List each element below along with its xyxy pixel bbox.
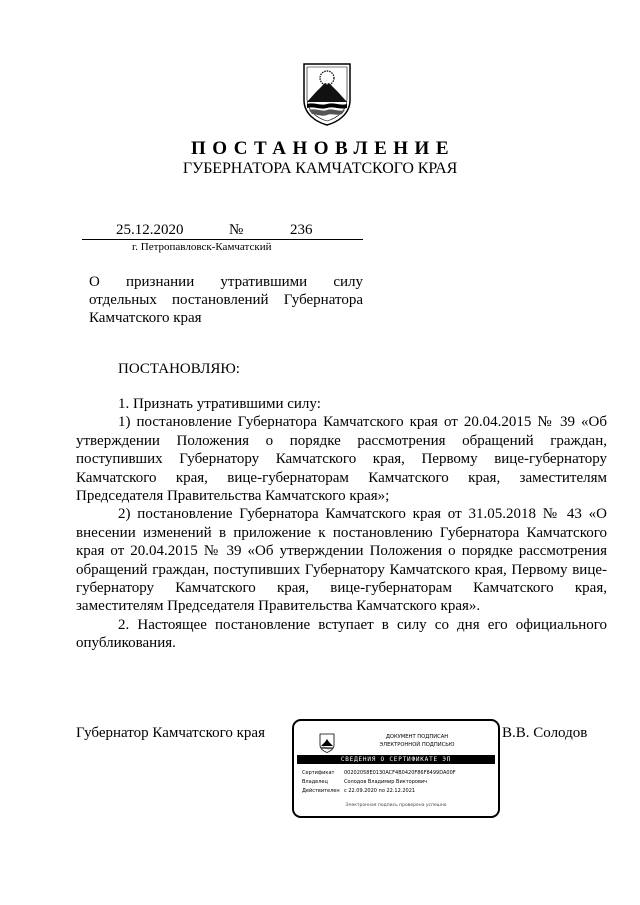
date-number-line <box>82 222 363 240</box>
document-title: ПОСТАНОВЛЕНИЕ <box>190 138 456 159</box>
body-paragraph-1: 1. Признать утратившими силу: <box>118 396 321 412</box>
signatory-name: В.В. Солодов <box>502 725 588 741</box>
number-sign: № <box>229 222 244 238</box>
stamp-owner-value: Солодов Владимир Викторович <box>344 779 428 785</box>
document-number: 236 <box>290 222 313 238</box>
body-paragraph-4: 2. Настоящее постановление вступает в силу со дня его официального опубликования. <box>76 616 607 652</box>
document-subject: О признании утратившими силу отдельных постановлений Губернатора Камчатского края <box>89 274 363 326</box>
document-subtitle: ГУБЕРНАТОРА КАМЧАТСКОГО КРАЯ <box>182 160 458 177</box>
stamp-emblem-icon <box>319 733 335 753</box>
stamp-footer: Электронная подпись проверена успешно <box>345 803 447 808</box>
stamp-band: СВЕДЕНИЯ О СЕРТИФИКАТЕ ЭП <box>297 755 495 764</box>
stamp-owner-label: Владелец <box>302 779 328 785</box>
stamp-header-2: ЭЛЕКТРОННОЙ ПОДПИСЬЮ <box>379 742 455 748</box>
signatory-position: Губернатор Камчатского края <box>76 725 265 741</box>
stamp-valid-label: Действителен <box>302 788 340 794</box>
stamp-cert-label: Сертификат <box>302 770 335 776</box>
stamp-valid-value: с 22.09.2020 по 22.12.2021 <box>344 788 416 794</box>
body-paragraph-3: 2) постановление Губернатора Камчатского края от 31.05.2018 № 43 «О внесении изменений в приложение к постановлению Губернатора Камчатского края от 20.04.2015 № 39 «Об утверждении Положения о порядке рассмотрения обращений граждан, поступивших Губернатору Камчатского края, Первому вице-губернатору Камчатского края, вице-губернаторам Камчатского края, заместителям Председателя Правительства Камчатского края». <box>76 506 607 615</box>
decree-word: ПОСТАНОВЛЯЮ: <box>118 361 240 377</box>
electronic-signature-stamp <box>292 719 500 818</box>
document-body <box>76 395 607 653</box>
coat-of-arms-icon <box>302 62 352 126</box>
stamp-cert-value: 00202058E0130ACF4B0420F86F8499DA00F <box>344 770 456 776</box>
document-city: г. Петропавловск-Камчатский <box>132 241 272 253</box>
document-date: 25.12.2020 <box>116 222 184 238</box>
stamp-header-1: ДОКУМЕНТ ПОДПИСАН <box>385 734 449 740</box>
body-paragraph-2: 1) постановление Губернатора Камчатского края от 20.04.2015 № 39 «Об утверждении Положения о порядке рассмотрения обращений граждан, поступивших Губернатору Камчатского края, Первому вице-губернатору Камчатского края, вице-губернаторам Камчатского края, заместителям Председателя Правительства Камчатского края»; <box>76 414 607 505</box>
